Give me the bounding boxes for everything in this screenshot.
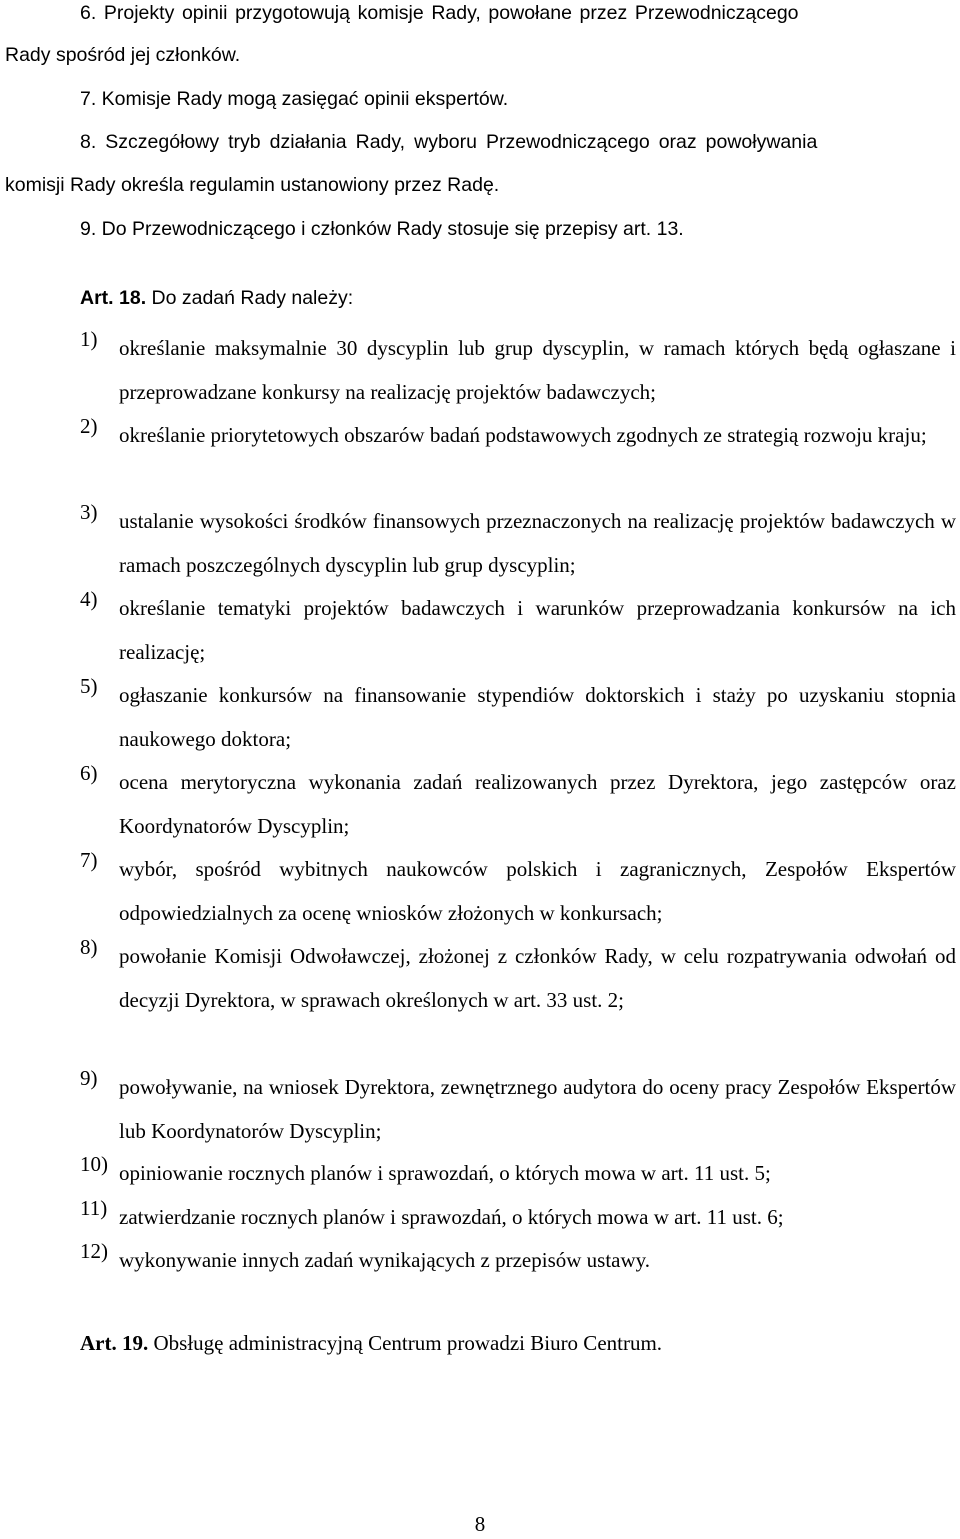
item-text: powoływanie, na wniosek Dyrektora, zewnętrznego audytora do oceny pracy Zespołów Ekspertów lub Koordynatorów Dyscyplin; [119, 1075, 956, 1143]
paragraph-6-line-2: Rady spośród jej członków. [5, 44, 241, 66]
item-number: 10) [80, 1152, 108, 1176]
item-number: 4) [80, 587, 98, 611]
paragraph-6-line-1: 6. Projekty opinii przygotowują komisje Rady, powołane przez Przewodniczącego [80, 2, 799, 24]
item-text: ogłaszanie konkursów na finansowanie stypendiów doktorskich i staży po uzyskaniu stopnia naukowego doktora; [119, 683, 956, 751]
art-18-item-1 [80, 327, 956, 414]
item-number: 1) [80, 327, 98, 351]
art-18-item-2 [80, 414, 956, 458]
art-18-item-10 [80, 1152, 956, 1196]
item-text: zatwierdzanie rocznych planów i sprawozdań, o których mowa w art. 11 ust. 6; [119, 1205, 784, 1229]
item-text: określanie priorytetowych obszarów badań podstawowych zgodnych ze strategią rozwoju kraju; [119, 423, 927, 447]
item-text: ocena merytoryczna wykonania zadań realizowanych przez Dyrektora, jego zastępców oraz Koordynatorów Dyscyplin; [119, 770, 956, 838]
item-text: określanie maksymalnie 30 dyscyplin lub grup dyscyplin, w ramach których będą ogłaszane i przeprowadzane konkursy na realizację projektów badawczych; [119, 336, 956, 404]
art-19-text: Obsługę administracyjną Centrum prowadzi Biuro Centrum. [148, 1331, 663, 1355]
paragraph-7-text: 7. Komisje Rady mogą zasięgać opinii ekspertów. [80, 88, 509, 110]
art-18-item-7 [80, 848, 956, 935]
item-text: wybór, spośród wybitnych naukowców polskich i zagranicznych, Zespołów Ekspertów odpowiedzialnych za ocenę wniosków złożonych w konkursach; [119, 857, 956, 925]
item-number: 6) [80, 761, 98, 785]
art-18-item-6 [80, 761, 956, 848]
paragraph-8-line-2: komisji Rady określa regulamin ustanowiony przez Radę. [5, 174, 500, 196]
item-number: 8) [80, 935, 98, 959]
item-number: 3) [80, 500, 98, 524]
item-text: powołanie Komisji Odwoławczej, złożonej z członków Rady, w celu rozpatrywania odwołań od decyzji Dyrektora, w sprawach określonych w art. 33 ust. 2; [119, 944, 956, 1012]
item-text: opiniowanie rocznych planów i sprawozdań, o których mowa w art. 11 ust. 5; [119, 1161, 771, 1185]
item-number: 7) [80, 848, 98, 872]
art-19-label: Art. 19. [80, 1331, 149, 1355]
art-18-intro: Do zadań Rady należy: [146, 287, 354, 309]
item-number: 9) [80, 1066, 98, 1090]
art-19-paragraph [80, 1331, 662, 1356]
page-number: 8 [474, 1512, 486, 1536]
art-18-item-12 [80, 1239, 956, 1283]
item-text: ustalanie wysokości środków finansowych przeznaczonych na realizację projektów badawczych w ramach poszczególnych dyscyplin lub grup dyscyplin; [119, 509, 956, 577]
art-18-item-9 [80, 1066, 956, 1153]
item-number: 12) [80, 1239, 108, 1263]
item-text: wykonywanie innych zadań wynikających z przepisów ustawy. [119, 1248, 651, 1272]
item-number: 5) [80, 674, 98, 698]
paragraph-8-line-1: 8. Szczegółowy tryb działania Rady, wyboru Przewodniczącego oraz powoływania [80, 131, 818, 153]
item-text: określanie tematyki projektów badawczych i warunków przeprowadzania konkursów na ich realizację; [119, 596, 956, 664]
art-18-item-4 [80, 587, 956, 674]
art-18-heading [80, 287, 353, 310]
art-18-item-8 [80, 935, 956, 1022]
art-18-item-11 [80, 1196, 956, 1240]
art-18-label: Art. 18. [80, 287, 147, 309]
item-number: 11) [80, 1196, 108, 1220]
art-18-item-5 [80, 674, 956, 761]
item-number: 2) [80, 414, 98, 438]
paragraph-9-text: 9. Do Przewodniczącego i członków Rady stosuje się przepisy art. 13. [80, 218, 684, 240]
art-18-item-3 [80, 500, 956, 587]
